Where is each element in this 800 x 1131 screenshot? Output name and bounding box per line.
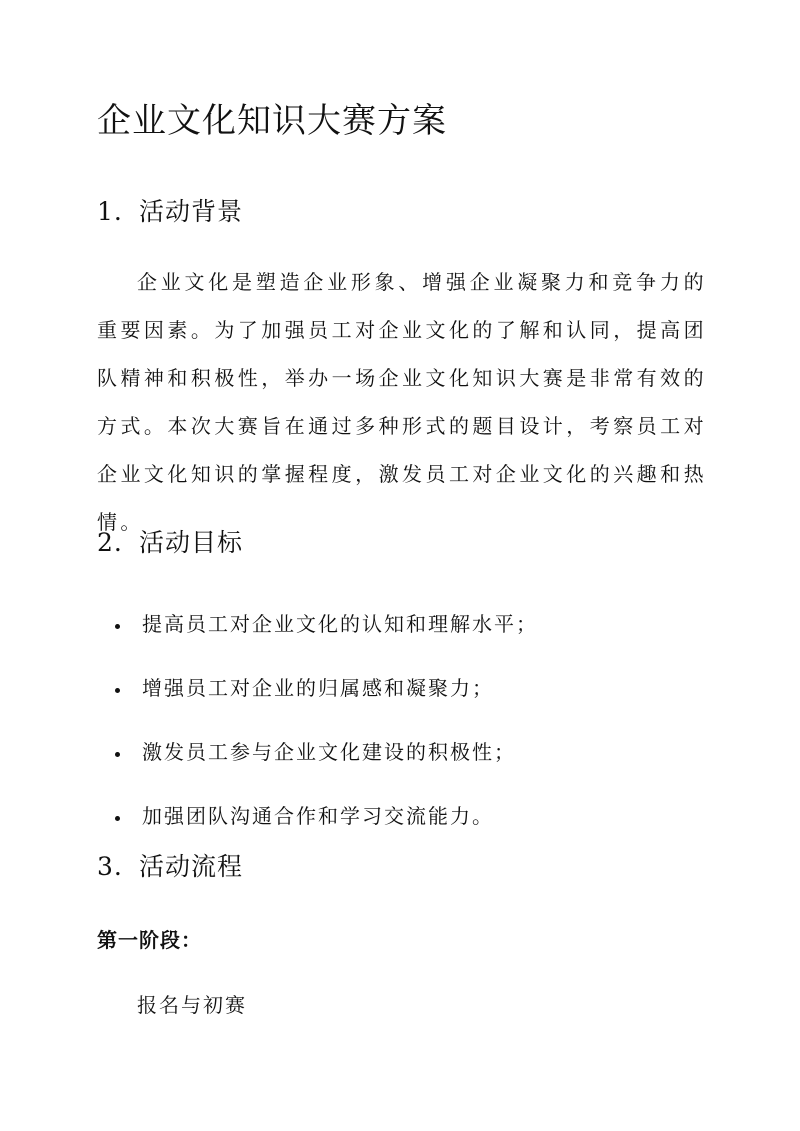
list-item-text: 激发员工参与企业文化建设的积极性； — [142, 740, 516, 764]
stage-text: 报名与初赛 — [137, 993, 247, 1017]
bullet-icon — [115, 624, 120, 629]
section-heading-goals — [97, 523, 243, 563]
list-item-text: 提高员工对企业文化的认知和理解水平； — [142, 612, 538, 636]
bullet-icon — [115, 816, 120, 821]
section-title: 活动背景 — [139, 197, 244, 226]
list-item-text: 加强团队沟通合作和学习交流能力。 — [142, 804, 494, 828]
background-paragraph: 企业文化是塑造企业形象、增强企业凝聚力和竞争力的重要因素。为了加强员工对企业文化的了解和认同，提高团队精神和积极性，举办一场企业文化知识大赛是非常有效的方式。本次大赛旨在通过多种形式的题目设计，考察员工对企业文化知识的掌握程度，激发员工对企业文化的兴趣和热情。 — [97, 270, 707, 534]
list-item — [115, 656, 538, 720]
list-item — [115, 592, 538, 656]
list-item-text: 增强员工对企业的归属感和凝聚力； — [142, 676, 494, 700]
list-item — [115, 720, 538, 784]
section-title: 活动目标 — [139, 528, 244, 557]
bullet-icon — [115, 752, 120, 757]
section-number: 3. — [97, 852, 123, 881]
list-item — [115, 784, 538, 848]
section-number: 2. — [97, 528, 123, 557]
bullet-icon — [115, 688, 120, 693]
section-number: 1. — [97, 197, 123, 226]
section-heading-process — [97, 847, 243, 887]
section-heading-background — [97, 192, 243, 232]
stage-heading: 第一阶段： — [97, 928, 202, 952]
page-title: 企业文化知识大赛方案 — [97, 101, 447, 141]
section-title: 活动流程 — [139, 852, 244, 881]
goals-list — [115, 592, 538, 848]
